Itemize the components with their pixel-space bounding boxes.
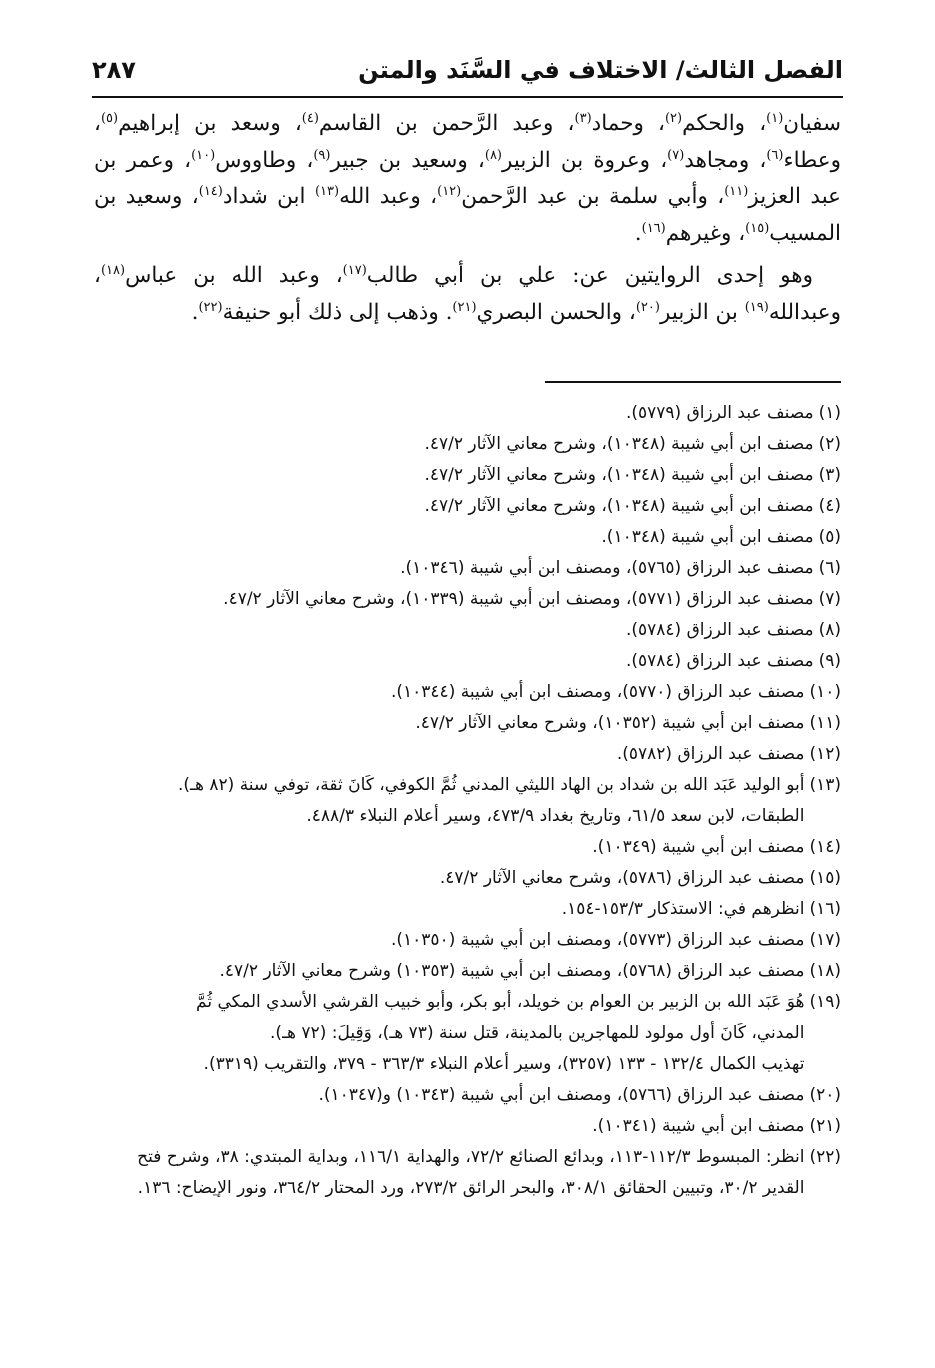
footnote-text — [94, 1080, 804, 1111]
footnote-number: (١) — [818, 403, 841, 423]
footnote-text — [94, 1142, 804, 1204]
footnote-reference[interactable]: (٢١) — [452, 299, 477, 315]
text-segment: ، والحكم — [682, 111, 767, 136]
footnote-item — [94, 646, 841, 677]
text-segment: ، وسعد بن إبراهيم — [118, 111, 302, 136]
footnote-item — [94, 1142, 841, 1204]
footnote-text — [94, 460, 814, 491]
footnote-line: مصنف عبد الرزاق (٥٧٨٤). — [625, 651, 814, 671]
footnote-item — [94, 398, 841, 429]
footnote-line: مصنف عبد الرزاق (٥٧٦٥)، ومصنف ابن أبي شيبة (١٠٣٤٦). — [400, 558, 814, 578]
footnote-line: مصنف عبد الرزاق (٥٧٨٦)، وشرح معاني الآثار ٤٧/٢. — [439, 868, 805, 888]
footnote-number: (١٢) — [809, 744, 841, 764]
footnote-line: المدني، كَانَ أول مولود للمهاجرين بالمدينة، قتل سنة (٧٣ هـ)، وَقِيلَ: (٧٢ هـ). — [270, 1023, 805, 1043]
footnote-reference[interactable]: (١٧) — [342, 262, 367, 278]
main-text — [94, 106, 841, 331]
footnote-text — [94, 1111, 804, 1142]
footnote-item — [94, 677, 841, 708]
footnote-number: (١٣) — [809, 775, 841, 795]
footnote-reference[interactable]: (١٥) — [745, 220, 770, 236]
footnote-line: مصنف عبد الرزاق (٥٧٧٠)، ومصنف ابن أبي شيبة (١٠٣٤٤). — [390, 682, 805, 702]
footnote-item — [94, 1111, 841, 1142]
footnote-reference[interactable]: (٥) — [100, 110, 119, 126]
paragraph-1 — [94, 106, 841, 252]
text-segment: ، وحماد — [591, 111, 665, 136]
text-segment: وهو إحدى الروايتين عن: علي بن أبي طالب — [366, 263, 813, 288]
footnote-line: مصنف عبد الرزاق (٥٧٨٤). — [625, 620, 814, 640]
footnote-line: مصنف ابن أبي شيبة (١٠٣٤١). — [592, 1116, 805, 1136]
footnote-number: (٥) — [818, 527, 841, 547]
footnote-text — [94, 584, 814, 615]
footnote-item — [94, 584, 841, 615]
footnote-number: (١٧) — [809, 930, 841, 950]
text-segment: ، وعمر بن عبد العزيز — [94, 147, 842, 209]
footnote-reference[interactable]: (١٦) — [641, 220, 666, 236]
header-rule — [92, 96, 843, 98]
footnote-text — [94, 832, 804, 863]
footnote-number: (٩) — [818, 651, 841, 671]
text-segment: ، وعبد الله — [339, 184, 438, 209]
footnote-text — [94, 522, 814, 553]
footnote-item — [94, 708, 841, 739]
text-segment: . وذهب إلى ذلك أبو حنيفة — [222, 299, 453, 325]
text-segment: ، والحسن البصري — [476, 299, 636, 325]
footnote-item — [94, 956, 841, 987]
footnote-text — [94, 615, 814, 646]
footnote-reference[interactable]: (١٠) — [191, 147, 216, 163]
footnote-item — [94, 894, 841, 925]
footnote-reference[interactable]: (٦) — [766, 147, 784, 163]
footnote-text — [94, 646, 814, 677]
footnote-number: (٢١) — [809, 1116, 841, 1136]
footnote-text — [94, 770, 804, 832]
footnote-text — [94, 398, 814, 429]
footnote-number: (٨) — [818, 620, 841, 640]
footnote-line: مصنف عبد الرزاق (٥٧٦٨)، ومصنف ابن أبي شيبة (١٠٣٥٣) وشرح معاني الآثار ٤٧/٢. — [219, 961, 805, 981]
footnote-reference[interactable]: (١٢) — [437, 183, 462, 199]
footnote-reference[interactable]: (٧) — [667, 147, 685, 163]
footnote-number: (١٩) — [809, 992, 841, 1012]
footnote-text — [94, 429, 814, 460]
footnote-number: (٤) — [818, 496, 841, 516]
footnote-item — [94, 553, 841, 584]
text-segment: . — [634, 220, 642, 246]
footnote-line: مصنف ابن أبي شيبة (١٠٣٥٢)، وشرح معاني الآثار ٤٧/٢. — [415, 713, 805, 733]
footnote-number: (١٤) — [809, 837, 841, 857]
text-segment: ابن شداد — [222, 184, 315, 209]
footnote-number: (٦) — [818, 558, 841, 578]
footnote-reference[interactable]: (١١) — [724, 183, 749, 199]
footnote-line: مصنف عبد الرزاق (٥٧٧٣)، ومصنف ابن أبي شيبة (١٠٣٥٠). — [390, 930, 805, 950]
footnote-line: انظرهم في: الاستذكار ١٥٣/٣-١٥٤. — [561, 899, 805, 919]
footnote-line: مصنف ابن أبي شيبة (١٠٣٤٩). — [592, 837, 805, 857]
text-segment: سفيان — [783, 111, 841, 136]
footnote-reference[interactable]: (٢٢) — [198, 299, 223, 315]
footnote-number: (٢) — [818, 434, 841, 454]
footnote-item — [94, 1080, 841, 1111]
footnote-item — [94, 832, 841, 863]
footnote-line: مصنف عبد الرزاق (٥٧٦٦)، ومصنف ابن أبي شيبة (١٠٣٤٣) و(١٠٣٤٧). — [318, 1085, 805, 1105]
footnote-reference[interactable]: (١٨) — [100, 262, 126, 278]
footnote-number: (٢٢) — [809, 1147, 841, 1167]
footnote-line: مصنف ابن أبي شيبة (١٠٣٤٨)، وشرح معاني الآثار ٤٧/٢. — [424, 496, 814, 516]
footnote-item — [94, 491, 841, 522]
footnote-number: (١٨) — [809, 961, 841, 981]
footnote-line: انظر: المبسوط ١١٢/٣-١١٣، وبدائع الصنائع ٧٢/٢، والهداية ١١٦/١، وبداية المبتدي: ٣٨، وشرح فتح القدير ٣٠/٢، وتبيين الحقائق ٣٠٨/١، والبحر الرائق ٢٧٣/٢، ورد المحتار ٣٦٤/٢، ونور الإيضاح: ١٣٦. — [137, 1147, 805, 1198]
footnote-text — [94, 739, 804, 770]
footnote-reference[interactable]: (٤) — [301, 110, 319, 126]
footnote-number: (٣) — [818, 465, 841, 485]
footnote-line: الطبقات، لابن سعد ٦١/٥، وتاريخ بغداد ٤٧٣/٩، وسير أعلام النبلاء ٤٨٨/٣. — [306, 806, 805, 826]
text-segment: ، وسعيد بن المسيب — [94, 184, 841, 246]
footnote-line: مصنف عبد الرزاق (٥٧٧٩). — [625, 403, 814, 423]
footnotes-separator — [545, 381, 841, 383]
footnote-reference[interactable]: (١) — [766, 110, 784, 126]
text-segment: ، وغيرهم — [665, 220, 746, 246]
text-segment: ، ومجاهد — [684, 147, 767, 173]
footnote-number: (٢٠) — [809, 1085, 841, 1105]
footnote-number: (٧) — [818, 589, 841, 609]
footnotes-list — [94, 398, 841, 1204]
footnote-line: هُوَ عَبَد الله بن الزبير بن العوام بن خويلد، أبو بكر، وأبو خبيب القرشي الأسدي المكي ثُمَّ — [196, 992, 805, 1012]
footnote-item — [94, 429, 841, 460]
text-segment: ، وأبي سلمة بن عبد الرَّحمن — [461, 184, 725, 209]
text-segment: . — [191, 299, 199, 325]
footnote-text — [94, 925, 804, 956]
footnote-text — [94, 987, 804, 1080]
footnote-item — [94, 615, 841, 646]
footnote-number: (١٠) — [809, 682, 841, 702]
paragraph-2 — [94, 258, 841, 331]
footnote-number: (١١) — [809, 713, 841, 733]
footnote-item — [94, 739, 841, 770]
footnote-number: (١٦) — [809, 899, 841, 919]
footnote-reference[interactable]: (٢) — [664, 110, 683, 126]
chapter-title: الفصل الثالث/ الاختلاف في السَّنَد والمتن — [358, 56, 843, 84]
footnote-item — [94, 460, 841, 491]
footnote-item — [94, 863, 841, 894]
footnote-line: تهذيب الكمال ١٣٢/٤ - ١٣٣ (٣٢٥٧)، وسير أعلام النبلاء ٣٦٣/٣ - ٣٧٩، والتقريب (٣٣١٩). — [203, 1054, 805, 1074]
footnote-text — [94, 956, 804, 987]
footnote-line: أبو الوليد عَبَد الله بن شداد بن الهاد الليثي المدني ثُمَّ الكوفي، كَانَ ثقة، توفي سنة (٨٢ هـ). — [178, 775, 805, 795]
footnote-line: مصنف عبد الرزاق (٥٧٨٢). — [616, 744, 805, 764]
footnote-reference[interactable]: (٣) — [574, 110, 592, 126]
text-segment: ، وعبدالله — [94, 263, 841, 325]
footnote-line: مصنف ابن أبي شيبة (١٠٣٤٨)، وشرح معاني الآثار ٤٧/٢. — [424, 465, 814, 485]
footnote-text — [94, 708, 804, 739]
footnote-text — [94, 491, 814, 522]
footnote-line: مصنف ابن أبي شيبة (١٠٣٤٨). — [601, 527, 814, 547]
footnote-number: (١٥) — [809, 868, 841, 888]
footnote-reference[interactable]: (١٣) — [314, 183, 340, 199]
text-segment: ، وعروة بن الزبير — [502, 147, 668, 173]
footnote-item — [94, 522, 841, 553]
footnote-text — [94, 863, 804, 894]
text-segment: ، وطاووس — [215, 147, 314, 173]
footnote-text — [94, 894, 804, 925]
text-segment: ، وعطاء — [94, 111, 841, 173]
text-segment: بن الزبير — [659, 299, 745, 325]
footnote-reference[interactable]: (٢٠) — [635, 299, 660, 315]
footnote-reference[interactable]: (٩) — [313, 147, 331, 163]
footnote-reference[interactable]: (٨) — [484, 147, 502, 163]
footnote-line: مصنف ابن أبي شيبة (١٠٣٤٨)، وشرح معاني الآثار ٤٧/٢. — [424, 434, 814, 454]
footnote-text — [94, 553, 814, 584]
footnote-item — [94, 987, 841, 1080]
footnote-line: مصنف عبد الرزاق (٥٧٧١)، ومصنف ابن أبي شيبة (١٠٣٣٩)، وشرح معاني الآثار ٤٧/٢. — [223, 589, 814, 609]
footnote-item — [94, 925, 841, 956]
text-segment: ، وسعيد بن جبير — [330, 147, 485, 173]
text-segment: ، وعبد الرَّحمن بن القاسم — [318, 111, 575, 136]
footnote-text — [94, 677, 804, 708]
footnote-item — [94, 770, 841, 832]
page-number: ٢٨٧ — [92, 56, 136, 84]
footnote-reference[interactable]: (١٩) — [744, 299, 769, 315]
footnote-reference[interactable]: (١٤) — [198, 183, 223, 199]
page-header — [92, 54, 843, 96]
text-segment: ، وعبد الله بن عباس — [125, 263, 343, 288]
